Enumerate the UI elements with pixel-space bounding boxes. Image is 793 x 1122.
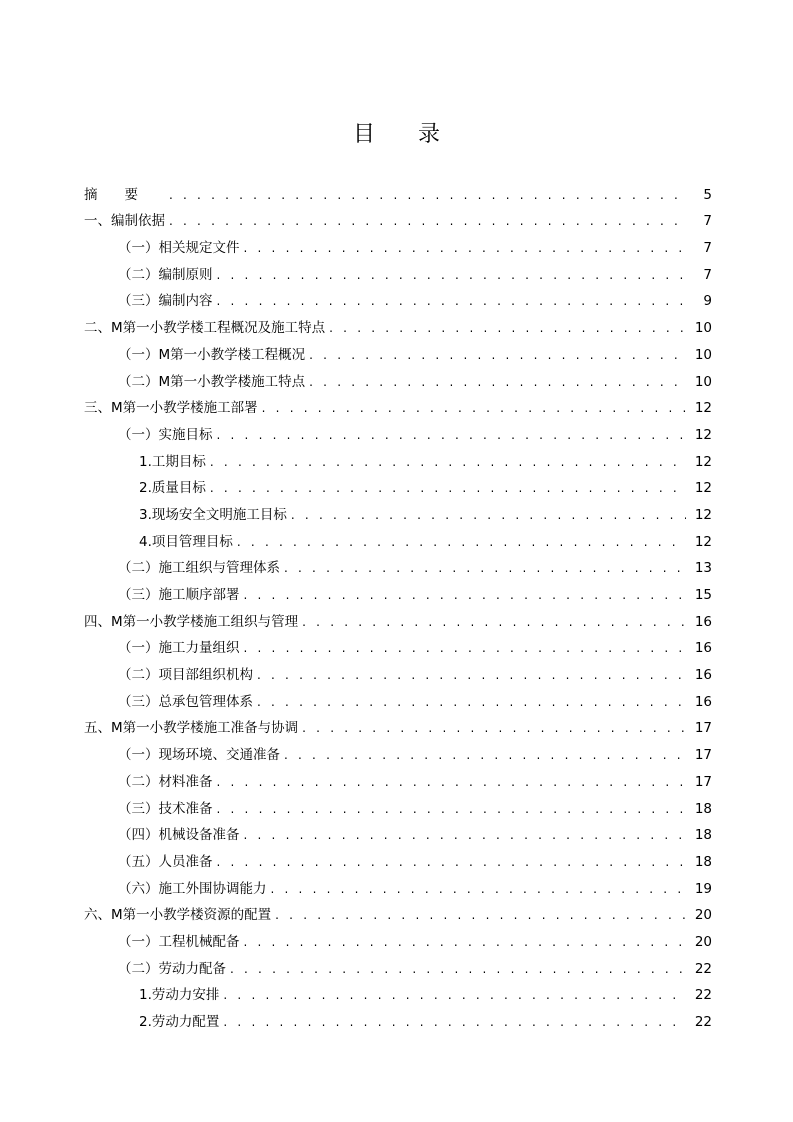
- toc-entry[interactable]: [84, 392, 712, 419]
- toc-entry-title: （一）施工力量组织: [118, 640, 240, 657]
- toc-page-number: 9: [703, 293, 712, 310]
- toc-entry-title: 一、编制依据: [84, 213, 165, 230]
- toc-page-number: 12: [694, 426, 712, 443]
- toc-page-number: 7: [703, 213, 712, 230]
- toc-page-number: 7: [703, 266, 712, 283]
- toc-leader-dots: [217, 799, 687, 819]
- toc-page-number: 12: [694, 480, 712, 497]
- toc-entry[interactable]: [84, 1005, 712, 1032]
- toc-leader-dots: [309, 372, 686, 392]
- toc-page-number: 12: [694, 533, 712, 550]
- toc-page-number: 22: [694, 1014, 712, 1030]
- toc-page-number: 18: [694, 800, 712, 817]
- toc-page-number: 18: [694, 853, 712, 870]
- table-of-contents: [84, 178, 712, 1032]
- toc-leader-dots: [223, 1012, 686, 1032]
- toc-leader-dots: [329, 318, 686, 338]
- toc-entry[interactable]: [84, 525, 712, 552]
- toc-page-number: 18: [694, 827, 712, 844]
- page-title: 目 录: [353, 122, 458, 147]
- toc-leader-dots: [271, 879, 687, 899]
- toc-leader-dots: [262, 398, 686, 418]
- toc-page-number: 10: [694, 320, 712, 337]
- toc-entry[interactable]: [84, 445, 712, 472]
- toc-entry-title: 六、M第一小教学楼资源的配置: [84, 907, 272, 924]
- toc-entry[interactable]: [84, 311, 712, 338]
- toc-entry[interactable]: [84, 819, 712, 846]
- toc-entry[interactable]: [84, 338, 712, 365]
- toc-entry[interactable]: [84, 285, 712, 312]
- toc-entry-title: （一）M第一小教学楼工程概况: [118, 346, 306, 363]
- toc-entry[interactable]: [84, 178, 712, 205]
- toc-page-number: 10: [694, 373, 712, 390]
- toc-entry-title: 五、M第一小教学楼施工准备与协调: [84, 720, 299, 737]
- toc-entry-title: （二）项目部组织机构: [118, 667, 253, 684]
- toc-leader-dots: [275, 905, 686, 925]
- toc-entry-title: 2.劳动力配置: [139, 1014, 220, 1030]
- toc-entry[interactable]: [84, 418, 712, 445]
- toc-leader-dots: [217, 265, 687, 285]
- toc-page-number: 10: [694, 346, 712, 363]
- toc-page-number: 22: [694, 960, 712, 977]
- toc-entry[interactable]: [84, 765, 712, 792]
- toc-entry-title: 1.劳动力安排: [139, 987, 220, 1004]
- toc-entry[interactable]: [84, 792, 712, 819]
- toc-entry-title: （二）劳动力配备: [118, 960, 226, 977]
- toc-leader-dots: [291, 505, 686, 525]
- toc-entry-title: （一）现场环境、交通准备: [118, 747, 280, 764]
- toc-page-number: 20: [694, 907, 712, 924]
- toc-leader-dots: [169, 185, 686, 205]
- toc-page-number: 16: [694, 613, 712, 630]
- toc-entry-title: （二）编制原则: [118, 266, 213, 283]
- toc-leader-dots: [309, 345, 686, 365]
- toc-leader-dots: [302, 718, 686, 738]
- toc-leader-dots: [223, 985, 686, 1005]
- toc-page-number: 16: [694, 693, 712, 710]
- toc-entry[interactable]: [84, 872, 712, 899]
- toc-entry-title: 3.现场安全文明施工目标: [139, 506, 287, 523]
- toc-entry-title: （五）人员准备: [118, 853, 213, 870]
- toc-leader-dots: [244, 825, 687, 845]
- toc-leader-dots: [210, 478, 686, 498]
- toc-leader-dots: [244, 238, 687, 258]
- toc-leader-dots: [217, 425, 687, 445]
- toc-entry-title: （三）技术准备: [118, 800, 213, 817]
- toc-entry-title: （六）施工外围协调能力: [118, 880, 267, 897]
- toc-page-number: 15: [694, 587, 712, 603]
- toc-entry-title: （一）相关规定文件: [118, 240, 240, 257]
- toc-entry-title: （三）总承包管理体系: [118, 693, 253, 710]
- toc-page-number: 22: [694, 987, 712, 1004]
- toc-leader-dots: [230, 959, 686, 979]
- toc-page-number: 16: [694, 640, 712, 657]
- toc-leader-dots: [244, 638, 687, 658]
- toc-entry[interactable]: [84, 738, 712, 765]
- toc-leader-dots: [302, 612, 686, 632]
- toc-entry[interactable]: [84, 632, 712, 659]
- toc-leader-dots: [257, 692, 686, 712]
- toc-entry[interactable]: [84, 258, 712, 285]
- toc-entry[interactable]: [84, 979, 712, 1006]
- toc-entry[interactable]: [84, 712, 712, 739]
- toc-page-number: 5: [703, 186, 712, 203]
- toc-entry[interactable]: [84, 578, 712, 605]
- toc-page-number: 13: [694, 560, 712, 577]
- toc-page-number: 17: [694, 773, 712, 790]
- toc-entry[interactable]: [84, 605, 712, 632]
- toc-leader-dots: [217, 852, 687, 872]
- toc-entry[interactable]: [84, 899, 712, 926]
- toc-entry-title: 摘要: [84, 186, 165, 203]
- toc-entry-title: 1.工期目标: [139, 453, 206, 470]
- toc-leader-dots: [284, 558, 686, 578]
- toc-page-number: 12: [694, 400, 712, 417]
- toc-entry[interactable]: [84, 952, 712, 979]
- toc-page-number: 17: [694, 747, 712, 764]
- toc-page-number: 12: [694, 506, 712, 523]
- toc-entry[interactable]: [84, 205, 712, 232]
- toc-entry[interactable]: [84, 231, 712, 258]
- toc-entry-title: （一）工程机械配备: [118, 933, 240, 950]
- toc-entry[interactable]: [84, 658, 712, 685]
- toc-entry-title: 三、M第一小教学楼施工部署: [84, 400, 258, 417]
- toc-entry[interactable]: [84, 685, 712, 712]
- toc-page-number: 19: [694, 880, 712, 897]
- toc-leader-dots: [244, 932, 687, 952]
- toc-entry-title: 4.项目管理目标: [139, 533, 233, 550]
- toc-page-number: 12: [694, 453, 712, 470]
- toc-page-number: 16: [694, 667, 712, 684]
- toc-leader-dots: [244, 585, 687, 605]
- toc-page-number: 7: [703, 240, 712, 257]
- toc-leader-dots: [217, 291, 687, 311]
- toc-leader-dots: [284, 745, 686, 765]
- toc-entry-title: （二）材料准备: [118, 773, 213, 790]
- toc-entry-title: 四、M第一小教学楼施工组织与管理: [84, 613, 299, 630]
- toc-leader-dots: [257, 665, 686, 685]
- toc-entry-title: （二）施工组织与管理体系: [118, 560, 280, 577]
- toc-page-number: 20: [694, 933, 712, 950]
- toc-entry[interactable]: [84, 365, 712, 392]
- toc-leader-dots: [237, 532, 686, 552]
- toc-leader-dots: [169, 211, 686, 231]
- toc-entry-title: （三）编制内容: [118, 293, 213, 310]
- toc-entry[interactable]: [84, 552, 712, 579]
- toc-entry[interactable]: [84, 472, 712, 499]
- toc-entry[interactable]: [84, 845, 712, 872]
- toc-entry-title: （三）施工顺序部署: [118, 587, 240, 603]
- toc-leader-dots: [217, 772, 687, 792]
- toc-entry-title: 二、M第一小教学楼工程概况及施工特点: [84, 320, 326, 337]
- toc-entry-title: （二）M第一小教学楼施工特点: [118, 373, 306, 390]
- toc-page-number: 17: [694, 720, 712, 737]
- toc-entry-title: （四）机械设备准备: [118, 827, 240, 844]
- toc-entry-title: （一）实施目标: [118, 426, 213, 443]
- toc-entry-title: 2.质量目标: [139, 480, 206, 497]
- toc-leader-dots: [210, 452, 686, 472]
- toc-entry[interactable]: [84, 925, 712, 952]
- toc-entry[interactable]: [84, 498, 712, 525]
